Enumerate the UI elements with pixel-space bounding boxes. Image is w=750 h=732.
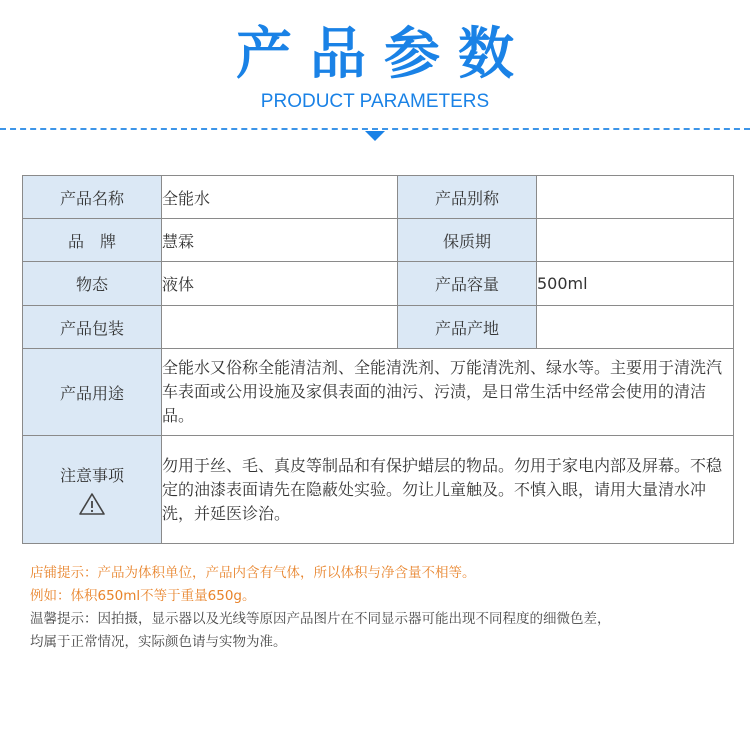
table-row [23,176,734,219]
label-origin: 产品产地 [398,306,537,349]
parameter-table [22,175,734,544]
table-row [23,349,734,436]
value-shelf-life [537,219,734,262]
label-packaging: 产品包装 [23,306,162,349]
example-note: 例如：体积650ml不等于重量650g。 [30,588,256,604]
label-brand: 品 牌 [23,219,162,262]
dashed-divider [0,128,750,130]
value-caution: 勿用于丝、毛、真皮等制品和有保护蜡层的物品。勿用于家电内部及屏幕。不稳定的油漆表面请先在隐蔽处实验。勿让儿童触及。不慎入眼，请用大量清水冲洗，并延医诊治。 [162,436,734,544]
page-subtitle: PRODUCT PARAMETERS [260,91,490,112]
down-arrow-icon [365,131,385,141]
value-brand: 慧霖 [162,219,398,262]
shop-tip: 店铺提示：产品为体积单位，产品内含有气体，所以体积与净含量不相等。 [30,565,476,581]
label-shelf-life: 保质期 [398,219,537,262]
label-state: 物态 [23,262,162,306]
table-row [23,306,734,349]
table-row [23,219,734,262]
label-product-alias: 产品别称 [398,176,537,219]
table-row [23,436,734,544]
label-product-name: 产品名称 [23,176,162,219]
value-packaging [162,306,398,349]
label-usage: 产品用途 [23,349,162,436]
value-usage: 全能水又俗称全能清洁剂、全能清洗剂、万能清洗剂、绿水等。主要用于清洗汽车表面或公用设施及家俱表面的油污、污渍，是日常生活中经常会使用的清洁品。 [162,349,734,436]
value-origin [537,306,734,349]
warning-triangle-icon [78,492,106,516]
page-title: 产品参数 [236,22,532,87]
caution-label-cell [23,436,162,544]
label-caution: 注意事项 [59,466,124,485]
table-row [23,262,734,306]
value-product-name: 全能水 [162,176,398,219]
value-capacity: 500ml [537,262,734,306]
warm-tip-line1: 温馨提示：因拍摄，显示器以及光线等原因产品图片在不同显示器可能出现不同程度的细微色差， [30,611,611,627]
value-product-alias [537,176,734,219]
value-state: 液体 [162,262,398,306]
warm-tip-line2: 均属于正常情况，实际颜色请与实物为准。 [30,634,287,650]
notes-section [30,562,730,654]
label-capacity: 产品容量 [398,262,537,306]
